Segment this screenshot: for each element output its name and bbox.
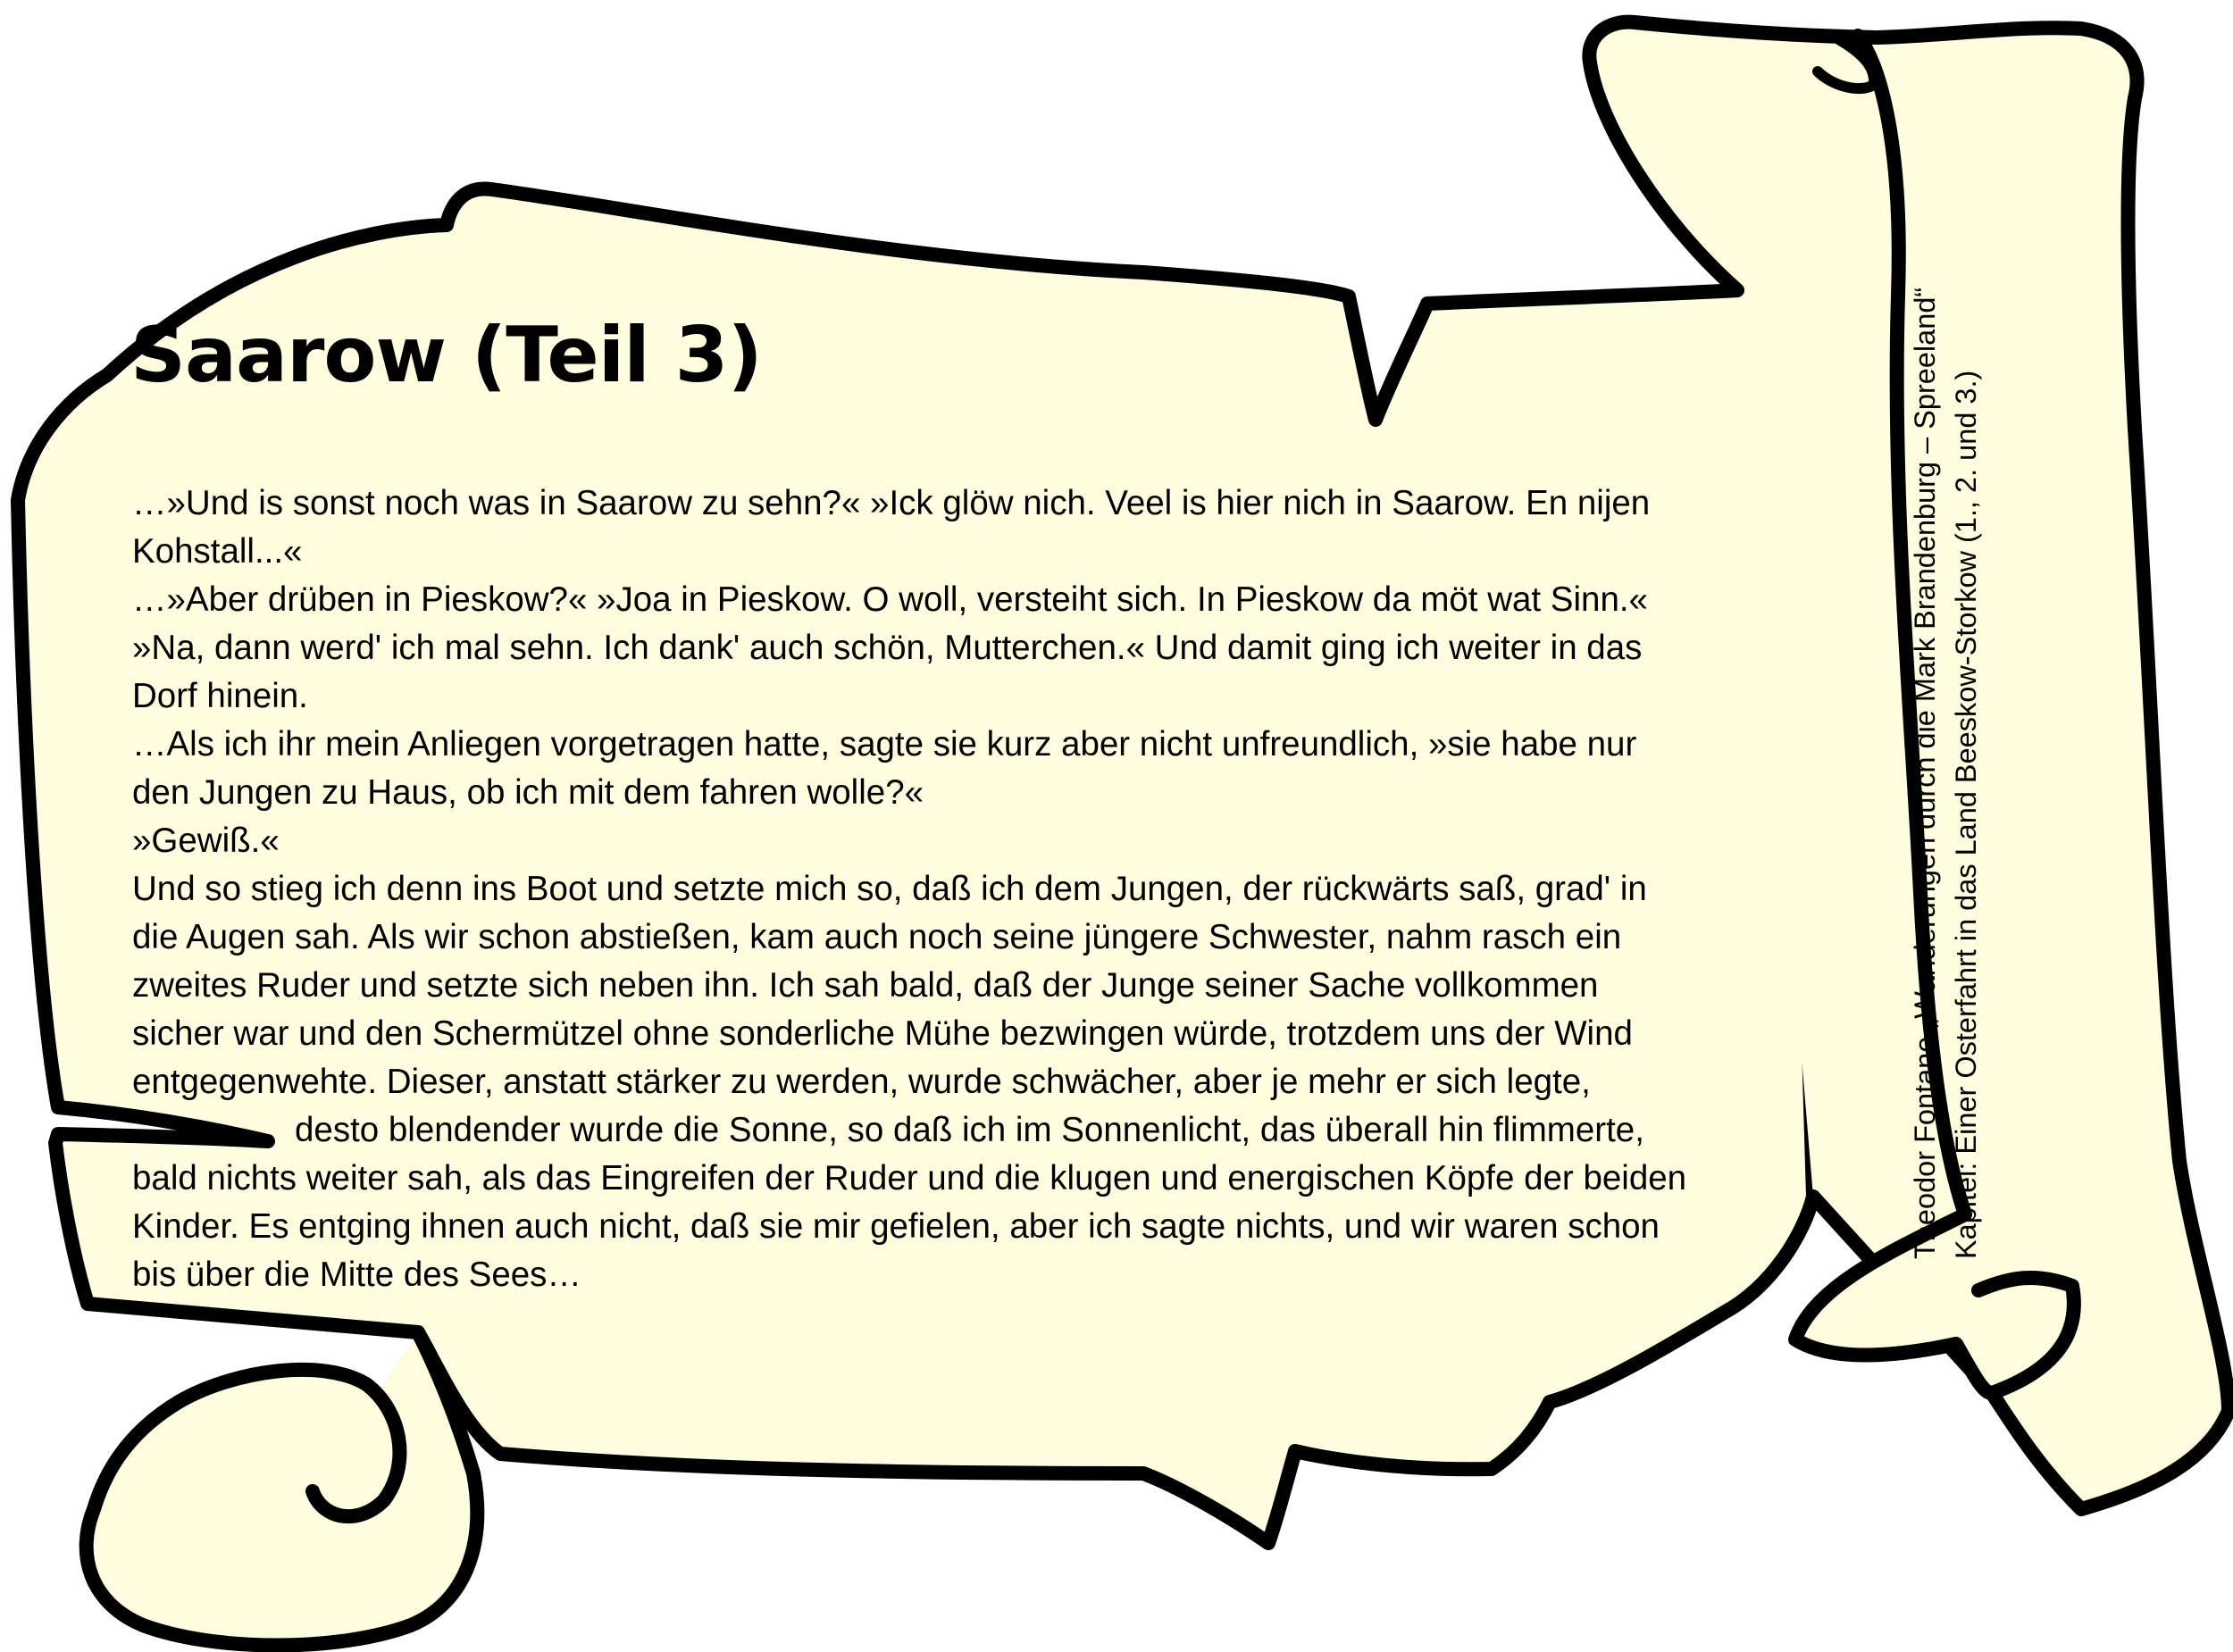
- passage-text: [132, 480, 1820, 1299]
- source-citation: [1904, 288, 1986, 1259]
- text-line: Und so stieg ich denn ins Boot und setzte mich so, daß ich dem Jungen, der rückwärts saß, grad' in: [132, 870, 1647, 908]
- text-line: die Augen sah. Als wir schon abstießen, kam auch noch seine jüngere Schwester, nahm rasch ein: [132, 918, 1622, 956]
- text-line: …»Aber drüben in Pieskow?« »Joa in Pieskow. O woll, versteiht sich. In Pieskow da möt wat Sinn.«: [132, 580, 1648, 619]
- text-line: Kohstall...«: [132, 532, 303, 571]
- source-chapter: Kapitel: Einer Osterfahrt in das Land Beeskow-Storkow (1., 2. und 3.): [1950, 370, 1982, 1259]
- source-author-work: Theodor Fontane „Wanderungen durch die Mark Brandenburg – Spreeland“: [1909, 287, 1941, 1259]
- text-line: bis über die Mitte des Sees…: [132, 1256, 581, 1294]
- text-line: zweites Ruder und setzte sich neben ihn. Ich sah bald, daß der Junge seiner Sache vollkommen: [132, 966, 1599, 1005]
- text-line: den Jungen zu Haus, ob ich mit dem fahren wolle?«: [132, 773, 924, 812]
- text-line: …»Und is sonst noch was in Saarow zu sehn?« »Ick glöw nich. Veel is hier nich in Saarow. En nijen: [132, 484, 1651, 522]
- text-line: »Na, dann werd' ich mal sehn. Ich dank' auch schön, Mutterchen.« Und damit ging ich weiter in das: [132, 629, 1643, 667]
- bottom-left-roll: [87, 1332, 478, 1646]
- text-line: Dorf hinein.: [132, 677, 308, 715]
- text-line: »Gewiß.«: [132, 822, 280, 860]
- text-line: bald nichts weiter sah, als das Eingreifen der Ruder und die klugen und energischen Köpfe der beiden: [132, 1159, 1687, 1197]
- page-title: Saarow (Teil 3): [130, 311, 762, 400]
- text-line: …Als ich ihr mein Anliegen vorgetragen hatte, sagte sie kurz aber nicht unfreundlich, »sie habe nur: [132, 725, 1637, 763]
- text-line: sicher war und den Schermützel ohne sonderliche Mühe bezwingen würde, trotzdem uns der Wind: [132, 1014, 1633, 1053]
- text-line-indented: desto blendender wurde die Sonne, so daß ich im Sonnenlicht, das überall hin flimmerte,: [295, 1111, 1644, 1149]
- text-line: entgegenwehte. Dieser, anstatt stärker zu werden, wurde schwächer, aber je mehr er sich legte,: [132, 1063, 1591, 1101]
- text-line: Kinder. Es entging ihnen auch nicht, daß sie mir gefielen, aber ich sagte nichts, und wir waren schon: [132, 1207, 1660, 1246]
